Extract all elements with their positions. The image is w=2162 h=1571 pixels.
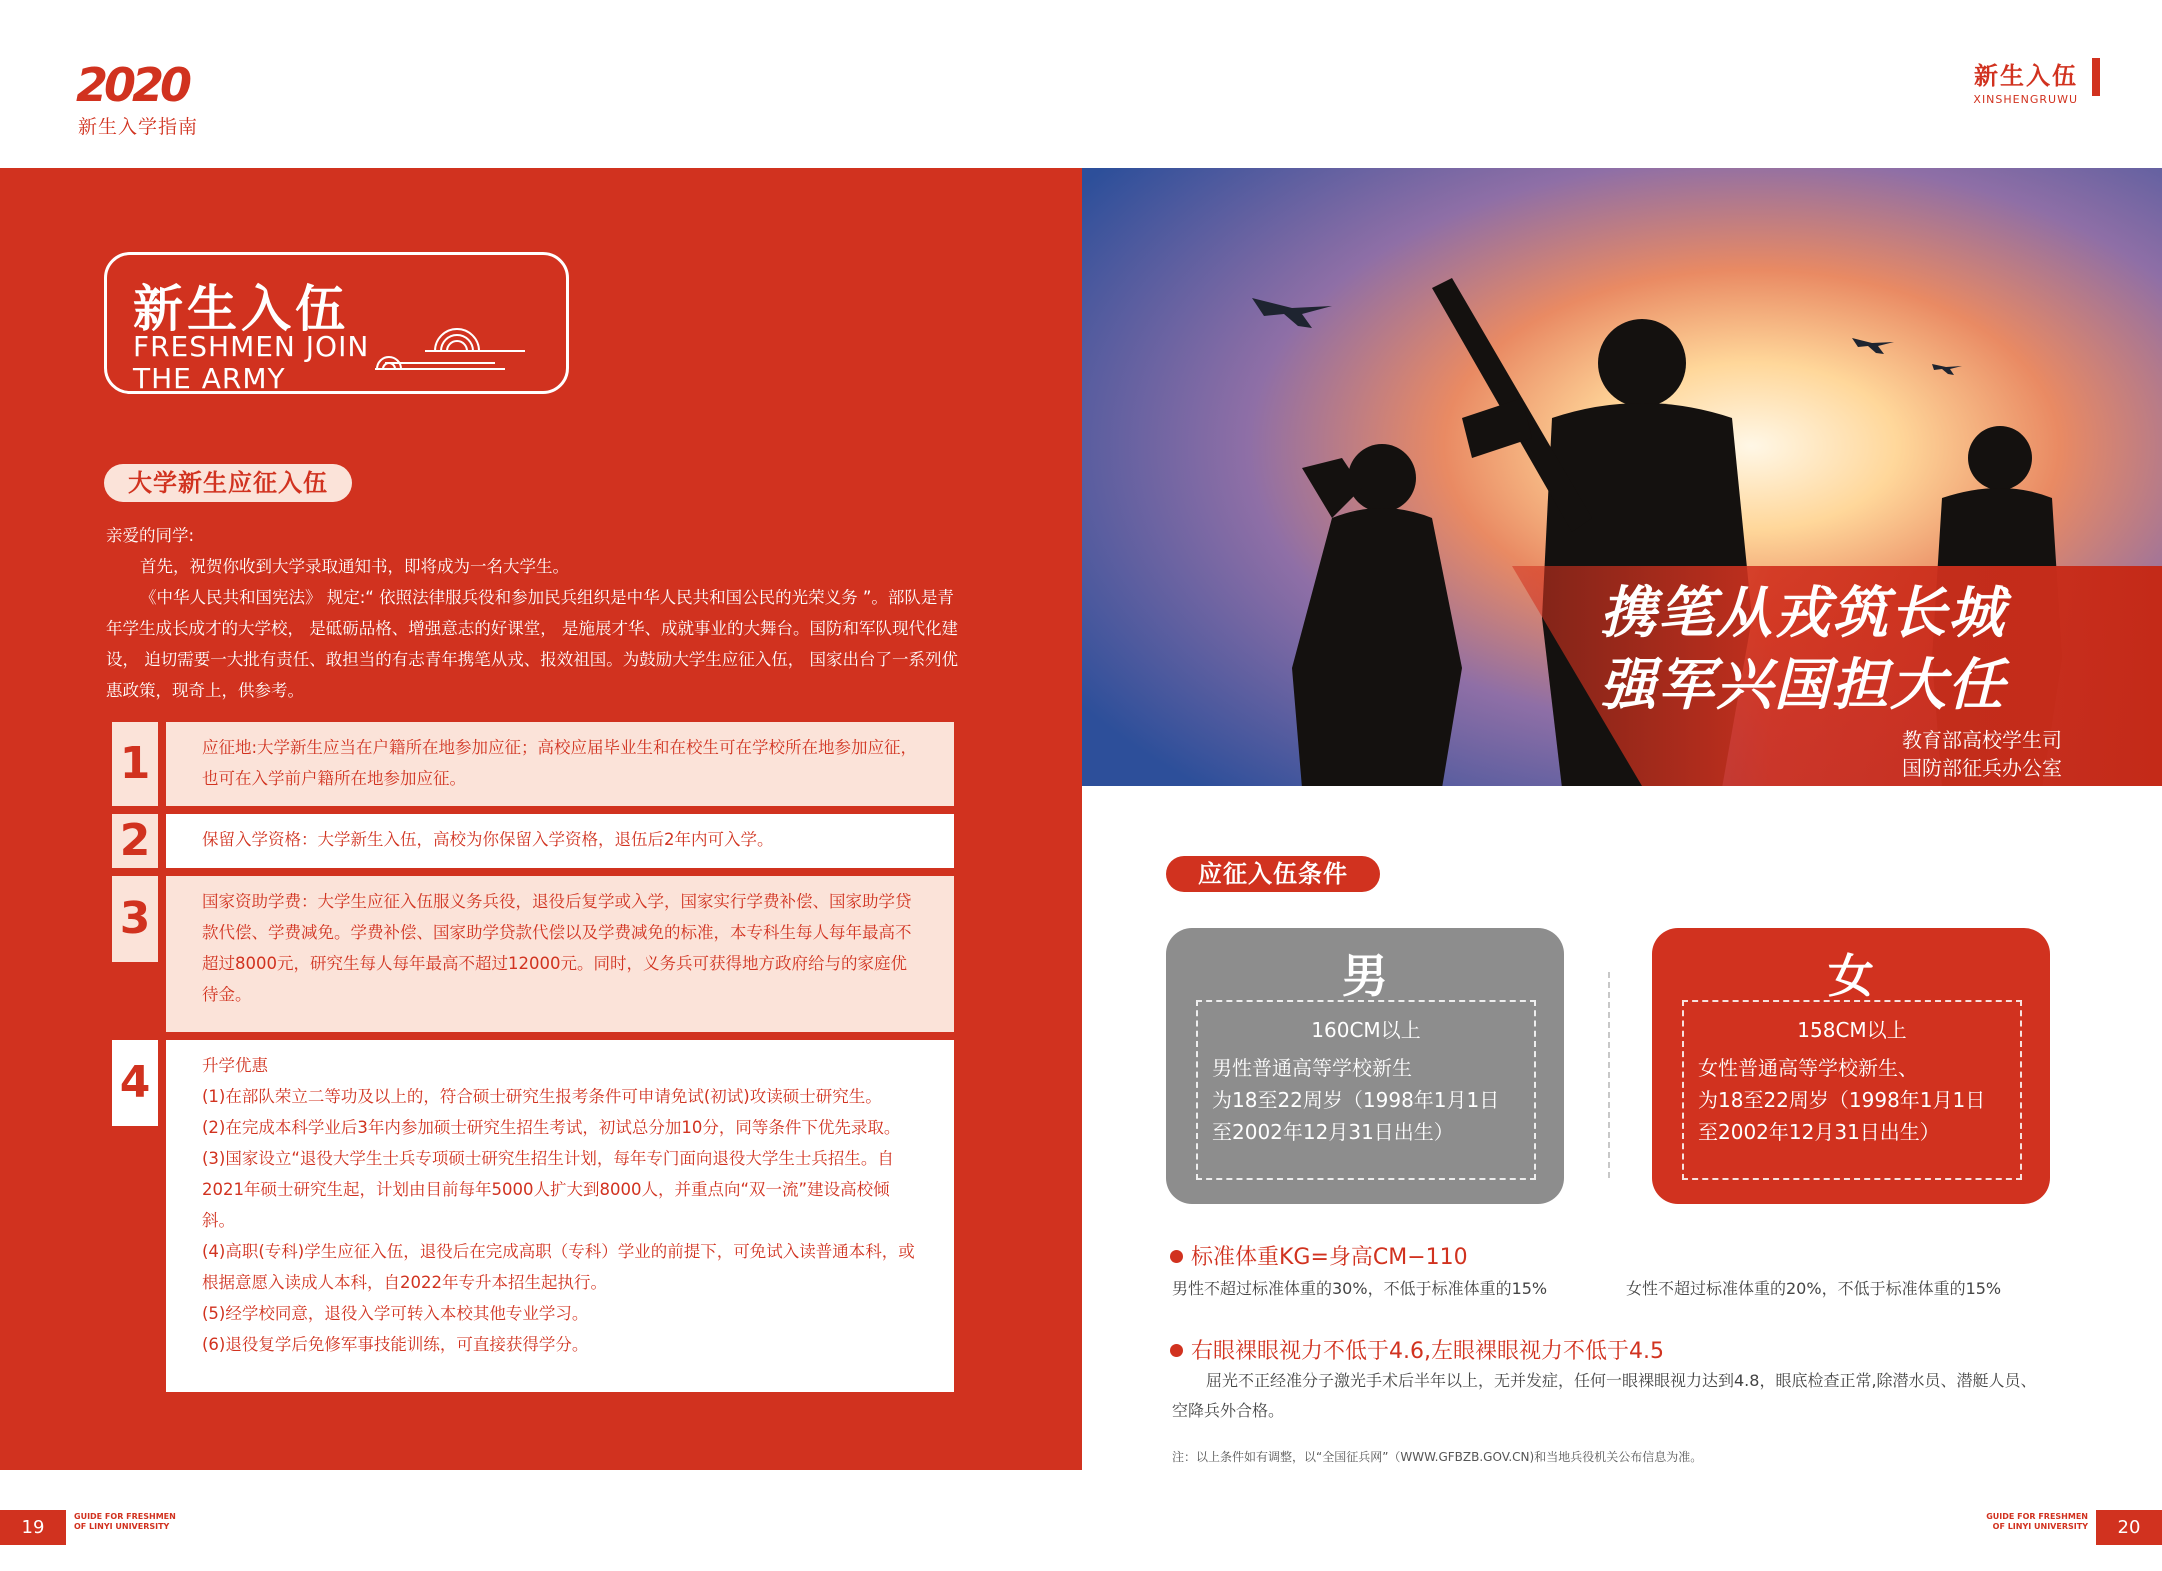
footer-guide-left	[74, 1512, 176, 1532]
item-number-2: 2	[112, 814, 158, 868]
item-box-2	[166, 814, 954, 868]
footer-guide-right-line2: OF LINYI UNIVERSITY	[1992, 1522, 2088, 1531]
item-box-4	[166, 1040, 954, 1392]
footer-guide-left-line2: OF LINYI UNIVERSITY	[74, 1522, 170, 1531]
item-4-line-5: (5)经学校同意，退役入学可转入本校其他专业学习。	[202, 1304, 589, 1323]
female-line-1: 女性普通高等学校新生、	[1698, 1056, 1918, 1080]
org-line-2: 国防部征兵办公室	[1902, 756, 2062, 780]
greeting: 亲爱的同学:	[106, 526, 195, 545]
male-line-1: 男性普通高等学校新生	[1212, 1056, 1412, 1080]
logo-subtitle: 新生入学指南	[78, 116, 199, 138]
item-text-2: 保留入学资格：大学新生入伍，高校为你保留入学资格，退伍后2年内可入学。	[202, 830, 774, 849]
subtitle-pill: 大学新生应征入伍	[104, 464, 352, 502]
slogan-line-2: 强军兴国担大任	[1600, 653, 2006, 718]
section-title-pinyin: XINSHENGRUWU	[1973, 93, 2078, 106]
conditions-title-pill: 应征入伍条件	[1166, 856, 1380, 892]
bullet-dot-icon	[1170, 1344, 1183, 1357]
weight-rule-text: 标准体重KG=身高CM−110	[1191, 1245, 1468, 1270]
female-condition-details	[1682, 1000, 2022, 1180]
title-cn: 新生入伍	[133, 280, 349, 338]
item-number-3: 3	[112, 876, 158, 962]
vision-rule	[1170, 1334, 1664, 1365]
vision-rule-text: 右眼裸眼视力不低于4.6,左眼裸眼视力不低于4.5	[1191, 1339, 1664, 1364]
logo-year: 2020	[76, 58, 189, 112]
item-4-line-4: (4)高职(专科)学生应征入伍，退役后在完成高职（专科）学业的前提下，可免试入读普通本科，或根据意愿入读成人本科，自2022年专升本招生起执行。	[202, 1242, 915, 1292]
female-condition-card	[1652, 928, 2050, 1204]
page-number-right: 20	[2096, 1510, 2162, 1545]
slogan-line-1: 携笔从戎筑长城	[1600, 581, 2006, 646]
intro-paragraph-2: 《中华人民共和国宪法》 规定:“ 依照法律服兵役和参加民兵组织是中华人民共和国公民的光荣义务 ”。部队是青年学生成长成才的大学校， 是砥砺品格、增强意志的好课堂， 是施展才华、成就事业的大舞台。国防和军队现代化建设， 迫切需要一大批有责任、敢担当的有志青年携笔从戎、报效祖国。为鼓励大学生应征入伍， 国家出台了一系列优惠政策，现奇上，供参考。	[106, 588, 958, 700]
item-box-3	[166, 876, 954, 1032]
item-4-title: 升学优惠	[202, 1056, 268, 1075]
intro-text	[106, 520, 962, 706]
footer-guide-right	[1986, 1512, 2088, 1532]
weight-male: 男性不超过标准体重的30%，不低于标准体重的15%	[1172, 1279, 1548, 1298]
title-box	[104, 252, 569, 394]
title-en-line1: FRESHMEN JOIN	[133, 330, 370, 363]
intro-paragraph-1: 首先，祝贺你收到大学录取通知书，即将成为一名大学生。	[140, 557, 569, 576]
vision-detail: 屈光不正经准分子激光手术后半年以上，无并发症，任何一眼裸眼视力达到4.8，眼底检查正常,除潜水员、潜艇人员、空降兵外合格。	[1172, 1371, 2037, 1420]
item-4-line-6: (6)退役复学后免修军事技能训练，可直接获得学分。	[202, 1335, 589, 1354]
bullet-dot-icon	[1170, 1250, 1183, 1263]
section-marker-bar	[2092, 58, 2100, 96]
weight-rule	[1170, 1240, 1468, 1271]
section-title-cn: 新生入伍	[1974, 62, 2078, 90]
title-en	[133, 331, 369, 395]
left-red-panel	[0, 168, 1082, 1470]
banner-organizations	[1802, 726, 2062, 782]
cloud-ornament-icon	[375, 325, 545, 375]
male-condition-details	[1196, 1000, 1536, 1180]
footer-guide-left-line1: GUIDE FOR FRESHMEN	[74, 1512, 176, 1521]
item-number-1: 1	[112, 722, 158, 806]
male-line-3: 至2002年12月31日出生）	[1212, 1120, 1454, 1144]
logo-2020	[76, 58, 206, 138]
item-number-4: 4	[112, 1040, 158, 1126]
weight-female: 女性不超过标准体重的20%，不低于标准体重的15%	[1626, 1279, 2002, 1298]
item-4-line-3: (3)国家设立“退役大学生士兵专项硕士研究生招生计划，每年专门面向退役大学生士兵招生。自2021年硕士研究生起，计划由目前每年5000人扩大到8000人，并重点向“双一流”建设高校倾斜。	[202, 1149, 894, 1230]
item-4-line-2: (2)在完成本科学业后3年内参加硕士研究生招生考试，初试总分加10分，同等条件下优先录取。	[202, 1118, 901, 1137]
female-line-3: 至2002年12月31日出生）	[1698, 1120, 1940, 1144]
section-header	[1973, 56, 2100, 106]
footer-guide-right-line1: GUIDE FOR FRESHMEN	[1986, 1512, 2088, 1521]
page-number-left: 19	[0, 1510, 66, 1545]
org-line-1: 教育部高校学生司	[1902, 728, 2062, 752]
female-label: 女	[1828, 949, 1874, 1003]
item-box-1	[166, 722, 954, 806]
item-text-3: 国家资助学费：大学生应征入伍服义务兵役，退役后复学或入学，国家实行学费补偿、国家助学贷款代偿、学费减免。学费补偿、国家助学贷款代偿以及学费减免的标准，本专科生每人每年最高不超过8000元，研究生每人每年最高不超过12000元。同时，义务兵可获得地方政府给与的家庭优待金。	[202, 892, 912, 1004]
title-en-line2: THE ARMY	[133, 362, 286, 395]
item-text-1: 应征地:大学新生应当在户籍所在地参加应征；高校应届毕业生和在校生可在学校所在地参加应征，也可在入学前户籍所在地参加应征。	[202, 738, 918, 788]
female-line-2: 为18至22周岁（1998年1月1日	[1698, 1088, 1986, 1112]
male-condition-card	[1166, 928, 1564, 1204]
item-4-line-1: (1)在部队荣立二等功及以上的，符合硕士研究生报考条件可申请免试(初试)攻读硕士研究生。	[202, 1087, 882, 1106]
card-divider	[1608, 972, 1610, 1178]
banner-slogan	[1600, 578, 2070, 722]
male-label: 男	[1342, 949, 1388, 1003]
footnote: 注：以上条件如有调整，以“全国征兵网”（WWW.GFBZB.GOV.CN)和当地兵役机关公布信息为准。	[1172, 1450, 1703, 1464]
male-height: 160CM以上	[1311, 1018, 1421, 1042]
female-height: 158CM以上	[1797, 1018, 1907, 1042]
male-line-2: 为18至22周岁（1998年1月1日	[1212, 1088, 1500, 1112]
